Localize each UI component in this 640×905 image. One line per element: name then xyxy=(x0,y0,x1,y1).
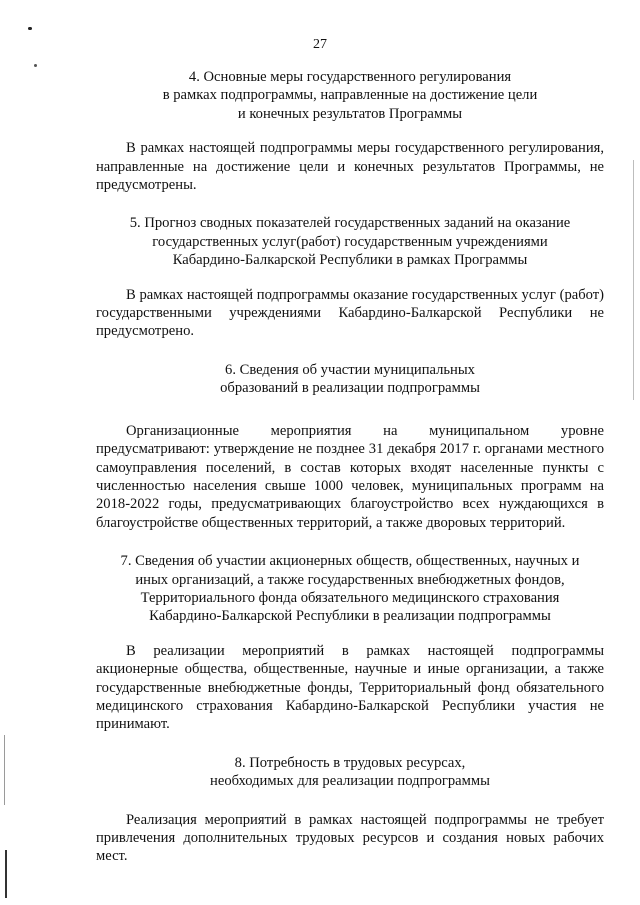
heading-line: 6. Сведения об участии муниципальных xyxy=(225,361,475,378)
heading-line: 8. Потребность в трудовых ресурсах, xyxy=(234,754,466,771)
section-heading xyxy=(96,68,604,123)
heading-line: Кабардино-Балкарской Республики в рамках Программы xyxy=(172,252,528,269)
section-heading xyxy=(96,754,604,791)
scan-edge-line xyxy=(4,735,5,805)
heading-line: 7. Сведения об участии акционерных обществ, общественных, научных и xyxy=(120,553,580,570)
section-paragraph: В рамках настоящей подпрограммы оказание государственных услуг (работ) государственными учреждениями Кабардино-Балкарской Республики не предусмотрено. xyxy=(96,286,604,340)
heading-line: в рамках подпрограммы, направленные на достижение цели xyxy=(162,87,538,104)
page-number: 27 xyxy=(313,37,327,52)
section-heading xyxy=(96,214,604,269)
section-paragraph: Реализация мероприятий в рамках настоящей подпрограммы не требует привлечения дополнительных трудовых ресурсов и создания новых рабочих мест. xyxy=(96,811,604,865)
section-paragraph: В рамках настоящей подпрограммы меры государственного регулирования, направленные на достижение цели и конечных результатов Программы, не предусмотрены. xyxy=(96,140,604,194)
heading-line: Территориального фонда обязательного медицинского страхования xyxy=(140,589,560,606)
heading-line: образований в реализации подпрограммы xyxy=(220,380,480,397)
document-body xyxy=(96,68,604,866)
heading-line: и конечных результатов Программы xyxy=(237,105,463,122)
scan-speck xyxy=(28,27,32,30)
heading-line: 5. Прогноз сводных показателей государственных заданий на оказание xyxy=(129,215,571,232)
section-paragraph: В реализации мероприятий в рамках настоящей подпрограммы акционерные общества, общественные, научные и иные организации, а также государственные внебюджетные фонды, Территориальный фонд обязательного медицинского страхования Кабардино-Балкарской Республики участия не принимают. xyxy=(96,642,604,733)
heading-line: иных организаций, а также государственных внебюджетных фондов, xyxy=(135,571,565,588)
heading-line: Кабардино-Балкарской Республики в реализации подпрограммы xyxy=(149,608,551,625)
scan-edge-line xyxy=(5,850,7,898)
heading-line: необходимых для реализации подпрограммы xyxy=(210,773,490,790)
section-heading xyxy=(96,552,604,626)
section-paragraph: Организационные мероприятия на муниципальном уровне предусматривают: утверждение не позднее 31 декабря 2017 г. органами местного самоуправления поселений, в состав которых входят населенные пункты с численностью населения свыше 1000 человек, муниципальных программ на 2018-2022 годы, предусматривающих благоустройство всех нуждающихся в благоустройстве общественных территорий, а также дворовых территорий. xyxy=(96,422,604,531)
section-heading xyxy=(96,361,604,398)
scan-edge-line xyxy=(633,160,634,400)
scan-speck xyxy=(34,64,37,67)
heading-line: 4. Основные меры государственного регулирования xyxy=(188,69,512,85)
heading-line: государственных услуг(работ) государственным учреждениями xyxy=(152,233,548,250)
